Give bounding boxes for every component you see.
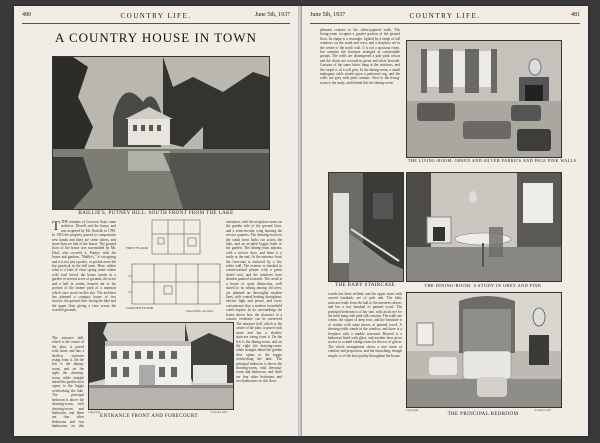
left-body-column-4: The entrance hall, which is the centre of the plan, is paved with stone and has a shallow staircase rising from it. On the left is the dining-room, and on the right the drawing-room, while straight ahead the garden door opens to the loggia overlooking the lake. The principal bedroom is above the drawing-room, with dressing-room and bathroom, and there are four other bedrooms and two bathrooms on this floor. — [236, 322, 282, 384]
left-header-rule — [22, 23, 290, 24]
floor-plans-drawing — [124, 216, 224, 316]
bedroom-photo-credit-left: Copyright — [406, 408, 419, 412]
dining-room-caption: THE DINING-ROOM. A STUDY IN GREY AND PINK — [424, 283, 542, 288]
entrance-photo-credit-right: "Country Life." — [210, 410, 229, 414]
left-body-column-3: The entrance hall, which is the centre of the plan, is paved with stone and has a shallow staircase rising from it. On the left is the dining-room, and on the right the drawing-room, while straight ahead the garden door opens to the loggia overlooking the lake. The principal bedroom is above the drawing-room, with dressing-room and bathroom, and there are four other bedrooms and two bathrooms on this — [52, 336, 84, 428]
right-page — [302, 6, 588, 436]
left-issue-date: June 5th, 1937 — [254, 12, 290, 18]
lower-plan-label: GROUND FLOOR — [126, 306, 154, 310]
upper-plan-label: FIRST FLOOR — [126, 246, 148, 250]
right-header-rule — [310, 23, 580, 24]
right-magazine-title: COUNTRY LIFE. — [409, 12, 481, 20]
entrance-photo-credit-left: Copyright — [88, 410, 101, 414]
entrance-photo-caption: ENTRANCE FRONT AND FORECOURT — [100, 414, 198, 419]
left-page-number: 480 — [22, 12, 31, 18]
living-room-photo — [406, 40, 562, 158]
left-body-column-1 — [52, 220, 116, 334]
left-magazine-title: COUNTRY LIFE. — [120, 12, 192, 20]
right-issue-date: June 5th, 1937 — [310, 12, 346, 18]
south-front-lake-photo — [52, 56, 270, 210]
bedroom-photo-credit-right: "Country Life." — [534, 408, 553, 412]
architect-credit: Edward Hill, Architect. — [186, 309, 214, 313]
living-room-caption: THE LIVING-ROOM: GREEN AND SILVER FABRICS AND PALE PINK WALLS — [408, 158, 577, 163]
bedroom-caption: THE PRINCIPAL BEDROOM — [447, 412, 519, 417]
left-running-head — [22, 12, 290, 22]
drop-cap: T — [52, 220, 60, 233]
staircase-caption: THE BABY STAIRCASE — [335, 283, 395, 288]
left-col1-text: THE remains of Leveson Gray came architect. Dewell and the house, and was acquired by Mr. Norfolk in 1789. In 1810 the property passed to comparative new hands and there are some others, and more than we had of the house. The ground floor of the house was surrounded by Mr. Deal, who covered it. Putney, with the house and gardens, "Baillie's," is occupying and it is not just a poetic, or pocket more the but practical in the full term. Here, within what is a lake of clear spring water where wild fowl breed, the house stands in a garden of several acres of grounds, the acres and a half in extent, formed out of the portion of the former park of a mansion which once stood on this site. The architect has planned a compact house of two storeys, the ground floor facing the lake and the upper floor giving a view across the wooded grounds. — [52, 220, 116, 313]
left-page — [14, 6, 298, 436]
left-body-column-2: extension, with the reception rooms on the garden side of the ground floor, and a semi-circular wing housing the service quarters. The drawing-room on the south front looks out across the lake, and an arcaded loggia leads to the garden. The dining-room adjoins, with a service door, and there is a study at the end. At the entrance front the forecourt is enclosed by a low white wall. The exterior is finished in cream-washed plaster with a green slated roof, and the windows have shutters painted to match. The result is a house of quiet distinction, well suited to its setting among old trees, yet planned on thoroughly modern lines, with central heating throughout, electric light and power, and every convenience that a modern household could require. In its surroundings the house shows how the character of a country residence can be preserved — [226, 220, 282, 320]
right-running-head — [310, 12, 580, 22]
main-photo-caption: BAILLIE'S, PUTNEY HILL: SOUTH FRONT FROM THE LAKE — [78, 211, 234, 216]
article-title: A COUNTRY HOUSE IN TOWN — [55, 30, 257, 45]
right-body-column-2: woods has been refitted, and the upper stairs with curved handrails are of pale oak. The baby staircase leads from the hall to the nurseries above, and has a low handrail of painted wood. The principal bedroom is of fair size, with an alcove for the beds hung with pink silk curtains. The walls are cream, the carpet of deep rose, and the furniture is of walnut with some pieces of painted wood. A dressing-table stands in the window, and there is a fireplace with a marble surround. Beyond is a bathroom lined with glass, and another door gives access to a small sitting-room for the use of guests. The whole arrangement shows a nice sense of comfort and proportion, and the furnishing, though simple, is of the best quality throughout the house. — [328, 292, 402, 358]
principal-bedroom-photo — [406, 292, 562, 408]
right-body-column-1: pleasant contrast to the silver-papered walls. The living-room occupies a greater portion of the ground floor. Its shape is a rectangle, lighted by a range of tall windows on the south and west, and a fireplace set in the centre of the north wall. It is not a spacious room, but contains the furniture arranged in comfortable groups. The walls are distempered a pale pink colour and the chairs are covered in green and silver brocade. Curtains of the same fabric hang at the windows, and the carpet is of a soft grey. In the dining-room, a small mahogany table stands upon a patterned rug, and the walls are grey with pink curtains. Next to the living-room is the study, and behind this the dining-room. — [320, 28, 400, 85]
baby-staircase-photo — [328, 172, 404, 282]
right-page-number: 481 — [571, 12, 580, 18]
dining-room-photo — [406, 172, 562, 282]
entrance-forecourt-photo — [88, 322, 234, 410]
